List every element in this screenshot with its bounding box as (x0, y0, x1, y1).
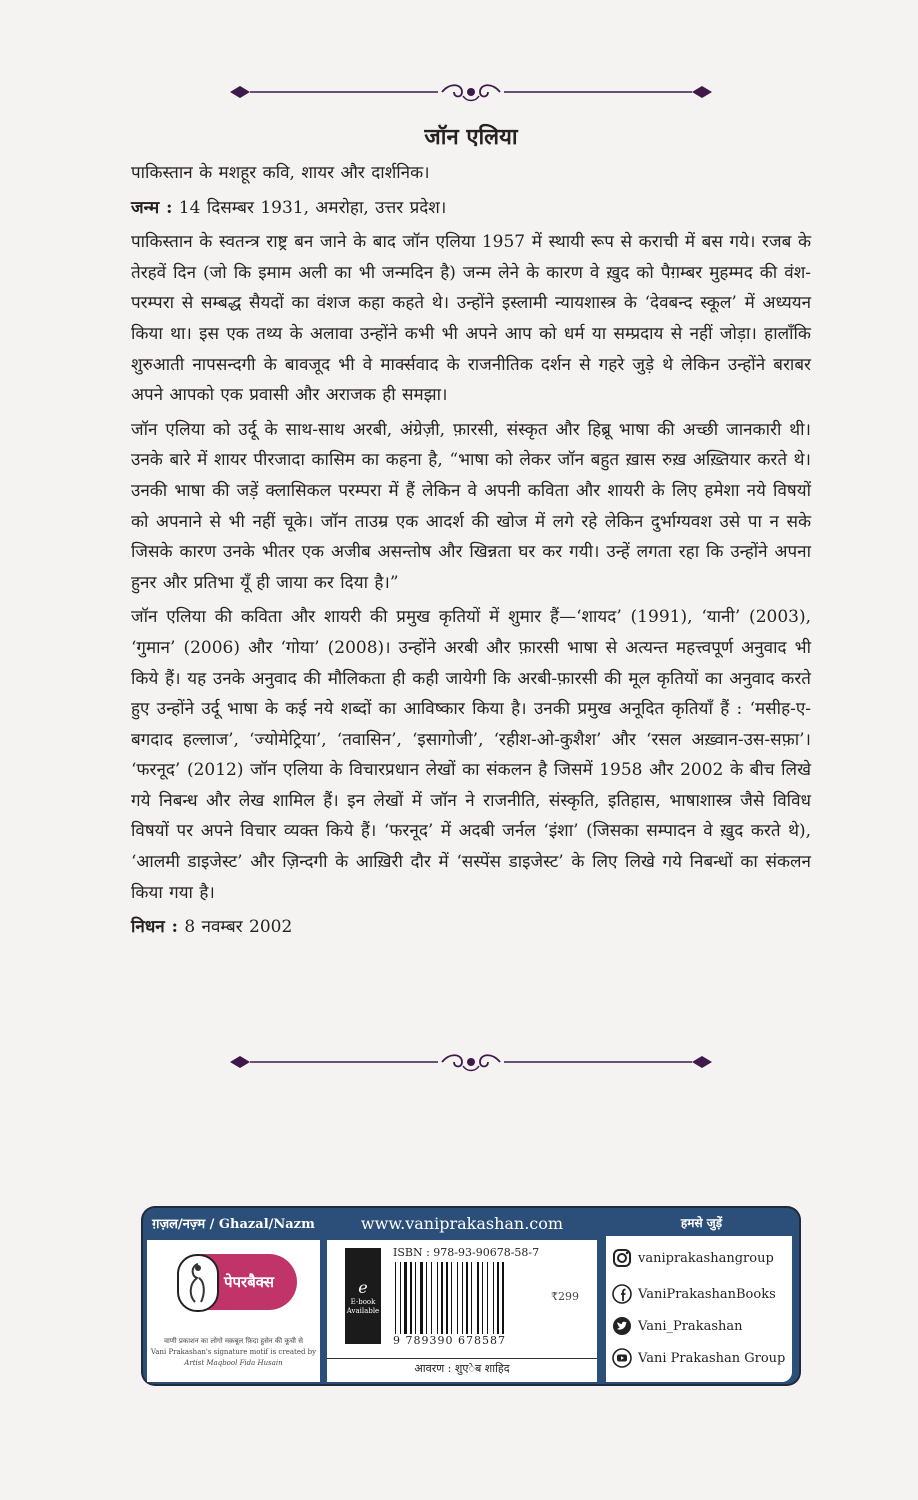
barcode-number: 9 789390 678587 (393, 1334, 506, 1347)
bio-paragraph-1: पाकिस्तान के स्वतन्त्र राष्ट्र बन जाने के बाद जॉन एलिया 1957 में स्थायी रूप से कराची में बस गये। रजब के तेरहवें दिन (जो कि इमाम अली का भी जन्मदिन है) जन्म लेने के कारण वे ख़ुद को पैग़म्बर मुहम्मद की वंश-परम्परा से सम्बद्ध सैयदों का वंशज कहा कहते थे। उन्होंने इस्लामी न्यायशास्त्र के ‘देवबन्द स्कूल’ में अध्ययन किया था। इस एक तथ्य के अलावा उन्होंने कभी भी अपने आप को धर्म या सम्प्रदाय से नहीं जोड़ा। हालाँकि शुरुआती नापसन्दगी के बावजूद भी वे मार्क्सवाद के राजनीतिक दर्शन से गहरे जुड़े थे लेकिन उन्होंने बराबर अपने आपको एक प्रवासी और अराजक ही समझा। (131, 232, 811, 406)
cover-credit: आवरण : शुएेब शाहिद (327, 1358, 597, 1379)
logo-credit-english: Vani Prakashan's signature motif is created by (150, 1348, 317, 1356)
instagram-link[interactable] (612, 1246, 774, 1270)
facebook-handle: VaniPrakashanBooks (638, 1286, 776, 1302)
barcode-column (324, 1208, 600, 1384)
barcode-box (327, 1240, 597, 1382)
youtube-icon (612, 1348, 632, 1368)
author-name: जॉन एलिया (424, 124, 518, 150)
logo-credit (149, 1336, 318, 1369)
publisher-logo-box (147, 1240, 320, 1382)
bio-paragraph-3: जॉन एलिया की कविता और शायरी की प्रमुख कृतियों में शुमार हैं—‘शायद’ (1991), ‘यानी’ (2003), ‘गुमान’ (2006) और ‘गोया’ (2008)। उन्होंने अरबी और फ़ारसी भाषा से अत्यन्त महत्त्वपूर्ण अनुवाद भी किये हैं। यह उनके अनुवाद की मौलिकता ही कही जायेगी कि अरबी-फ़ारसी की मूल कृतियों का अनुवाद करते हुए उन्होंने उर्दू भाषा के कई नये शब्दों का आविष्कार किया है। उनकी प्रमुख अनूदित कृतियाँ हैं : ‘मसीह-ए-बगदाद हल्लाज’, ‘ज्योमेट्रिया’, ‘तवासिन’, ‘इसागोजी’, ‘रहीश-ओ-कुशैश’ और ‘रसल अख़्वान-उस-सफ़ा’। ‘फरनूद’ (2012) जॉन एलिया के विचारप्रधान लेखों का संकलन है जिसमें 1958 और 2002 के बीच लिखे गये निबन्ध और लेख शामिल हैं। इन लेखों में जॉन ने राजनीति, संस्कृति, इतिहास, भाषाशास्त्र जैसे विविध विषयों पर अपने विचार व्यक्त किये हैं। ‘फरनूद’ में अदबी जर्नल ‘इंशा’ (जिसका सम्पादन वे ख़ुद करते थे), ‘आलमी डाइजेस्ट’ और ज़िन्दगी के आख़िरी दौर में ‘सस्पेंस डाइजेस्ट’ के लिए लिखे गये निबन्धों का संकलन किया गया है। (131, 607, 811, 903)
youtube-handle: Vani Prakashan Group (638, 1350, 786, 1366)
bio-paragraph-2: जॉन एलिया को उर्दू के साथ-साथ अरबी, अंग्रेज़ी, फ़ारसी, संस्कृत और हिब्रू भाषा की अच्छी जानकारी थी। उनके बारे में शायर पीरजादा कासिम का कहना है, “भाषा को लेकर जॉन बहुत ख़ास रुख़ अख़्तियार करते थे। उनकी भाषा की जड़ें क्लासिकल परम्परा में हैं लेकिन वे अपनी कविता और शायरी के लिए हमेशा नये विषयों को अपनाने से भी नहीं चूके। जॉन ताउम्र एक आदर्श की खोज में लगे रहे लेकिन दुर्भाग्यवश उसे पा न सके जिसके कारण उनके भीतर एक अजीब असन्तोष और खिन्नता घर कर गयी। उन्हें लगता रहा कि उन्होंने अपना हुनर और प्रतिभा यूँ ही जाया कर दिया है।” (131, 419, 811, 593)
social-column (604, 1208, 799, 1384)
ebook-icon: e (358, 1278, 368, 1297)
birth-value: 14 दिसम्बर 1931, अमरोहा, उत्तर प्रदेश। (178, 197, 447, 218)
website-link[interactable]: www.vaniprakashan.com (360, 1214, 564, 1233)
twitter-link[interactable] (612, 1314, 742, 1338)
youtube-link[interactable] (612, 1346, 785, 1370)
intro-line: पाकिस्तान के मशहूर कवि, शायर और दार्शनिक। (131, 163, 430, 183)
bottom-ornament (230, 1050, 712, 1074)
author-bio (131, 122, 811, 947)
ebook-badge (345, 1248, 381, 1344)
death-label: निधन : (131, 917, 178, 938)
price-label: ₹299 (551, 1290, 579, 1303)
birth-label: जन्म : (131, 197, 173, 218)
death-value: 8 नवम्बर 2002 (184, 917, 293, 938)
paperbacks-logo: पेपरबैक्स (201, 1254, 297, 1310)
vani-logo-icon (177, 1254, 219, 1312)
publisher-column (145, 1208, 322, 1384)
social-links (606, 1236, 792, 1382)
twitter-handle: Vani_Prakashan (638, 1318, 743, 1334)
logo-credit-hindi: वाणी प्रकाशन का लोगो मक़बूल फ़िदा हुसेन की कूची से (164, 1337, 303, 1345)
join-us-label: हमसे जुड़ें (680, 1216, 723, 1230)
top-ornament (230, 80, 712, 104)
back-cover-panel (143, 1208, 799, 1384)
instagram-icon (612, 1248, 632, 1268)
instagram-handle: vaniprakashangroup (638, 1250, 774, 1266)
twitter-icon (612, 1316, 632, 1336)
facebook-icon (612, 1284, 632, 1304)
birth-line (131, 193, 811, 224)
death-line (131, 912, 811, 943)
genre-label: ग़ज़ल/नज़्म / Ghazal/Nazm (152, 1217, 315, 1232)
isbn-text: ISBN : 978-93-90678-58-7 (393, 1246, 540, 1259)
logo-credit-artist: Artist Maqbool Fida Husain (184, 1359, 283, 1367)
ebook-text: E-book Available (346, 1298, 380, 1315)
barcode-graphic (393, 1262, 533, 1334)
facebook-link[interactable] (612, 1282, 776, 1306)
